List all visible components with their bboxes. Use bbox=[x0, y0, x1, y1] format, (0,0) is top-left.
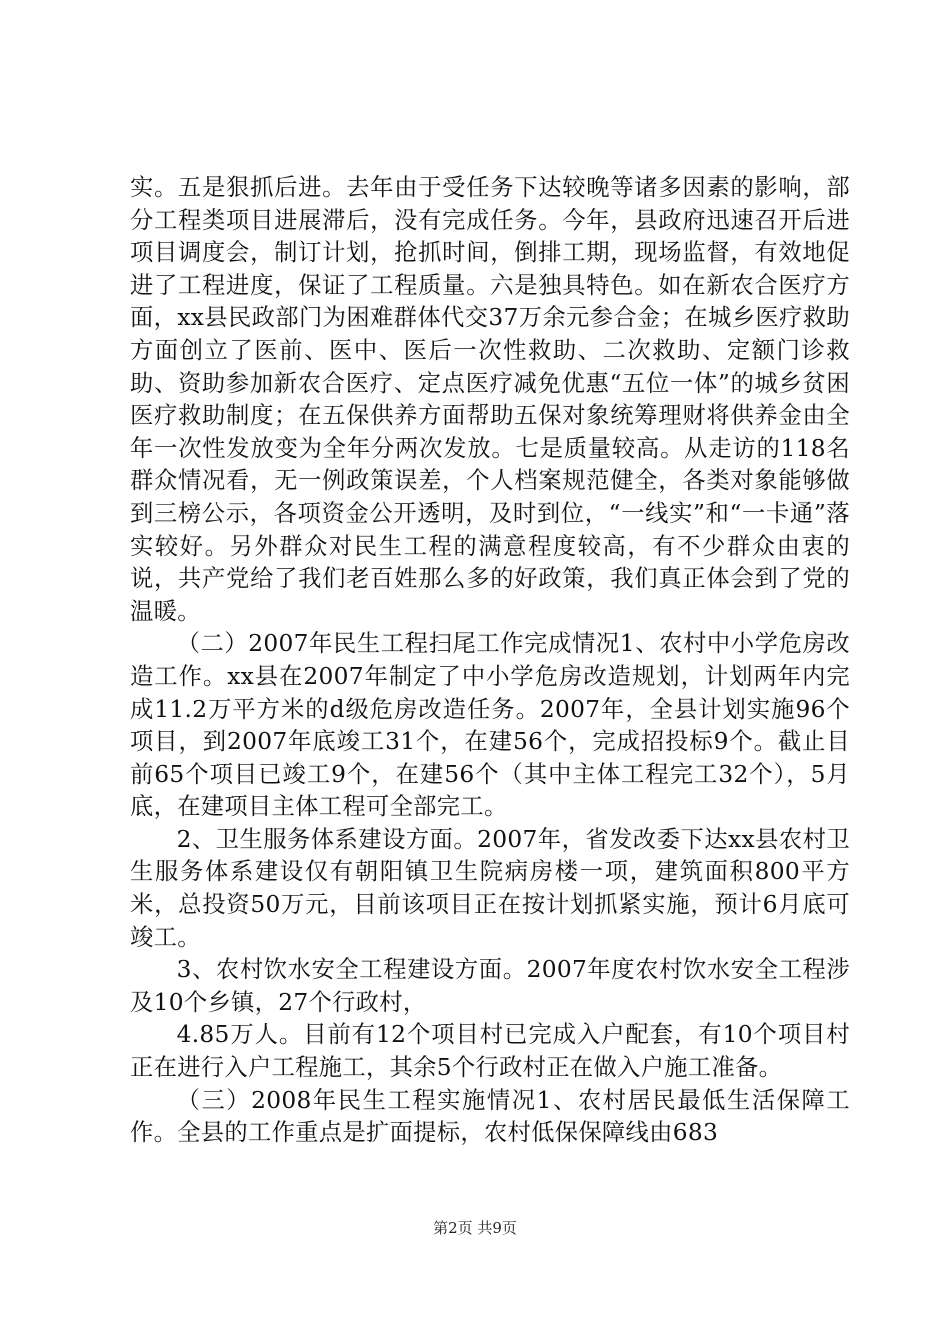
paragraph-continuation: 实。五是狠抓后进。去年由于受任务下达较晚等诸多因素的影响，部分工程类项目进展滞后，没有完成任务。今年，县政府迅速召开后进项目调度会，制订计划，抢抓时间，倒排工期，现场监督，有效地促进了工程进度，保证了工程质量。六是独具特色。如在新农合医疗方面，xx县民政部门为困难群体代交37万余元参合金；在城乡医疗救助方面创立了医前、医中、医后一次性救助、二次救助、定额门诊救助、资助参加新农合医疗、定点医疗减免优惠“五位一体”的城乡贫困医疗救助制度；在五保供养方面帮助五保对象统筹理财将供养金由全年一次性发放变为全年分两次发放。七是质量较高。从走访的118名群众情况看，无一例政策误差，个人档案规范健全，各类对象能够做到三榜公示，各项资金公开透明，及时到位，“一线实”和“一卡通”落实较好。另外群众对民生工程的满意程度较高，有不少群众由衷的说，共产党给了我们老百姓那么多的好政策，我们真正体会到了党的温暖。 bbox=[130, 174, 850, 625]
paragraph-water-progress: 4.85万人。目前有12个项目村已完成入户配套，有10个项目村正在进行入户工程施工，其余5个行政村正在做入户施工准备。 bbox=[130, 1021, 850, 1082]
page-total: 共9页 bbox=[477, 1219, 517, 1237]
page-footer bbox=[0, 1218, 950, 1238]
document-body bbox=[130, 172, 850, 1150]
paragraph-drinking-water: 3、农村饮水安全工程建设方面。2007年度农村饮水安全工程涉及10个乡镇，27个行政村， bbox=[130, 956, 850, 1016]
paragraph-section-three: （三）2008年民生工程实施情况1、农村居民最低生活保障工作。全县的工作重点是扩面提标，农村低保保障线由683 bbox=[130, 1086, 850, 1147]
paragraph-section-two: （二）2007年民生工程扫尾工作完成情况1、农村中小学危房改造工作。xx县在2007年制定了中小学危房改造规划，计划两年内完成11.2万平方米的d级危房改造任务。2007年，全县计划实施96个项目，到2007年底竣工31个，在建56个，完成招投标9个。截止目前65个项目已竣工9个，在建56个（其中主体工程完工32个），5月底，在建项目主体工程可全部完工。 bbox=[130, 630, 850, 821]
paragraph-health-service: 2、卫生服务体系建设方面。2007年，省发改委下达xx县农村卫生服务体系建设仅有朝阳镇卫生院病房楼一项，建筑面积800平方米，总投资50万元，目前该项目正在按计划抓紧实施，预计6月底可竣工。 bbox=[130, 825, 850, 951]
page-number: 第2页 bbox=[433, 1219, 473, 1237]
